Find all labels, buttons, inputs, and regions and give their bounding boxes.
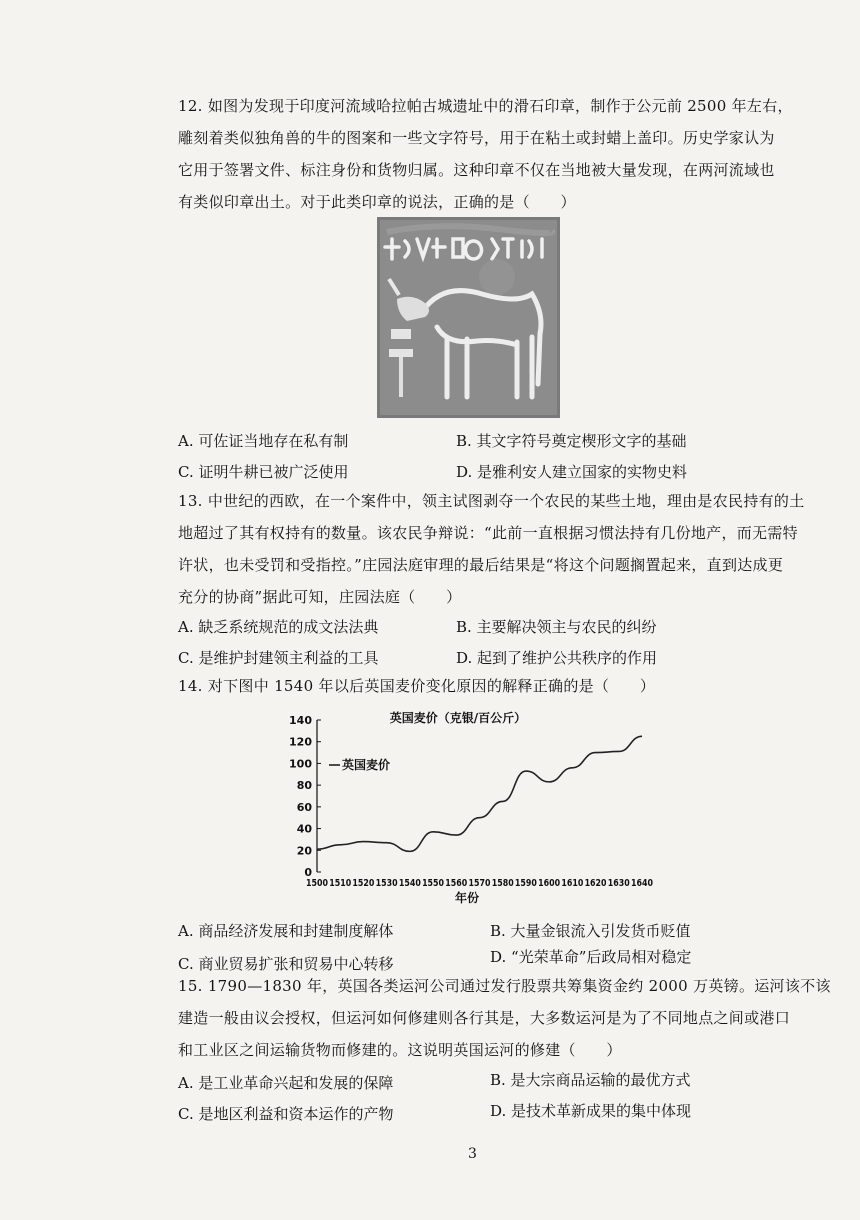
- q12-option-c[interactable]: C. 证明牛耕已被广泛使用: [178, 463, 349, 481]
- x-tick-label: 1540: [398, 878, 421, 889]
- page-number: 3: [468, 1146, 477, 1162]
- y-tick-label: 120: [289, 735, 312, 749]
- q12-line: 它用于签署文件、标注身份和货物归属。这种印章不仅在当地被大量发现，在两河流域也: [178, 161, 775, 179]
- x-tick-label: 1640: [631, 878, 654, 889]
- q14-line: 14. 对下图中 1540 年以后英国麦价变化原因的解释正确的是（ ）: [178, 677, 656, 695]
- q15-option-a[interactable]: A. 是工业革命兴起和发展的保障: [178, 1074, 394, 1092]
- q12-option-a[interactable]: A. 可佐证当地存在私有制: [178, 432, 349, 450]
- q15-stem: [178, 970, 831, 1066]
- q14-option-c[interactable]: C. 商业贸易扩张和贸易中心转移: [178, 955, 394, 973]
- x-tick-label: 1520: [352, 878, 375, 889]
- y-axis-ticks: [289, 714, 321, 879]
- q13-line: 许状，也未受罚和受指控。”庄园法庭审理的最后结果是“将这个问题搁置起来，直到达成更: [178, 556, 784, 574]
- q15-line: 和工业区之间运输货物而修建的。这说明英国运河的修建（ ）: [178, 1041, 622, 1059]
- y-tick-label: 40: [296, 822, 312, 836]
- y-tick-label: 140: [289, 714, 312, 727]
- series-line-wheat-price: [317, 736, 642, 851]
- q12-line: 12. 如图为发现于印度河流域哈拉帕古城遗址中的滑石印章，制作于公元前 2500 年左右，: [178, 97, 793, 115]
- q13-option-b[interactable]: B. 主要解决领主与农民的纠纷: [456, 618, 657, 636]
- q13-line: 地超过了其有权持有的数量。该农民争辩说：“此前一直根据习惯法持有几份地产，而无需特: [178, 524, 798, 542]
- x-tick-label: 1510: [329, 878, 352, 889]
- q12-line: 雕刻着类似独角兽的牛的图案和一些文字符号，用于在粘土或封蜡上盖印。历史学家认为: [178, 129, 775, 147]
- q13-option-d[interactable]: D. 起到了维护公共秩序的作用: [456, 649, 658, 667]
- q13-option-c[interactable]: C. 是维护封建领主利益的工具: [178, 649, 379, 667]
- wheat-price-chart: [280, 700, 660, 910]
- q13-line: 13. 中世纪的西欧，在一个案件中，领主试图剥夺一个农民的某些土地，理由是农民持有的土: [178, 492, 805, 510]
- seal-icon: [377, 217, 560, 418]
- q14-option-b[interactable]: B. 大量金银流入引发货币贬值: [490, 922, 691, 940]
- x-tick-label: 1620: [584, 878, 607, 889]
- q15-option-b[interactable]: B. 是大宗商品运输的最优方式: [490, 1071, 691, 1089]
- y-tick-label: 20: [296, 844, 312, 858]
- q13-option-a[interactable]: A. 缺乏系统规范的成文法法典: [178, 618, 379, 636]
- x-tick-label: 1500: [306, 878, 329, 889]
- y-tick-label: 100: [289, 757, 312, 771]
- legend-label: 英国麦价: [342, 758, 391, 772]
- x-tick-label: 1630: [607, 878, 630, 889]
- q15-option-c[interactable]: C. 是地区利益和资本运作的产物: [178, 1105, 394, 1123]
- q15-line: 建造一般由议会授权，但运河如何修建则各行其是，大多数运河是为了不同地点之间或港口: [178, 1009, 791, 1027]
- x-tick-label: 1610: [561, 878, 584, 889]
- harappan-seal-image: [377, 217, 560, 418]
- chart-legend: [329, 757, 390, 772]
- q12-line: 有类似印章出土。对于此类印章的说法，正确的是（ ）: [178, 193, 576, 211]
- x-tick-label: 1590: [514, 878, 537, 889]
- x-tick-label: 1580: [491, 878, 514, 889]
- chart-title: 英国麦价（克银/百公斤）: [389, 711, 527, 725]
- q13-stem: [178, 485, 805, 613]
- q15-line: 15. 1790—1830 年，英国各类运河公司通过发行股票共筹集资金约 2000 万英镑。运河该不该: [178, 977, 831, 995]
- q14-option-d[interactable]: D. “光荣革命”后政局相对稳定: [490, 948, 692, 966]
- q14-stem: [178, 670, 655, 702]
- x-axis-label: 年份: [454, 891, 480, 905]
- x-tick-label: 1600: [538, 878, 561, 889]
- q14-option-a[interactable]: A. 商品经济发展和封建制度解体: [178, 922, 394, 940]
- x-tick-label: 1530: [375, 878, 398, 889]
- x-tick-label: 1560: [445, 878, 468, 889]
- x-tick-label: 1550: [422, 878, 445, 889]
- q12-option-d[interactable]: D. 是雅利安人建立国家的实物史料: [456, 463, 688, 481]
- q12-option-b[interactable]: B. 其文字符号奠定楔形文字的基础: [456, 432, 687, 450]
- y-tick-label: 80: [296, 779, 312, 793]
- q15-option-d[interactable]: D. 是技术革新成果的集中体现: [490, 1102, 692, 1120]
- x-axis-ticks: [306, 878, 653, 889]
- x-tick-label: 1570: [468, 878, 491, 889]
- q13-line: 充分的协商”据此可知，庄园法庭（ ）: [178, 588, 462, 606]
- chart-svg: [280, 700, 660, 910]
- y-tick-label: 0: [304, 866, 312, 879]
- q12-stem: [178, 90, 793, 218]
- y-tick-label: 60: [296, 800, 312, 814]
